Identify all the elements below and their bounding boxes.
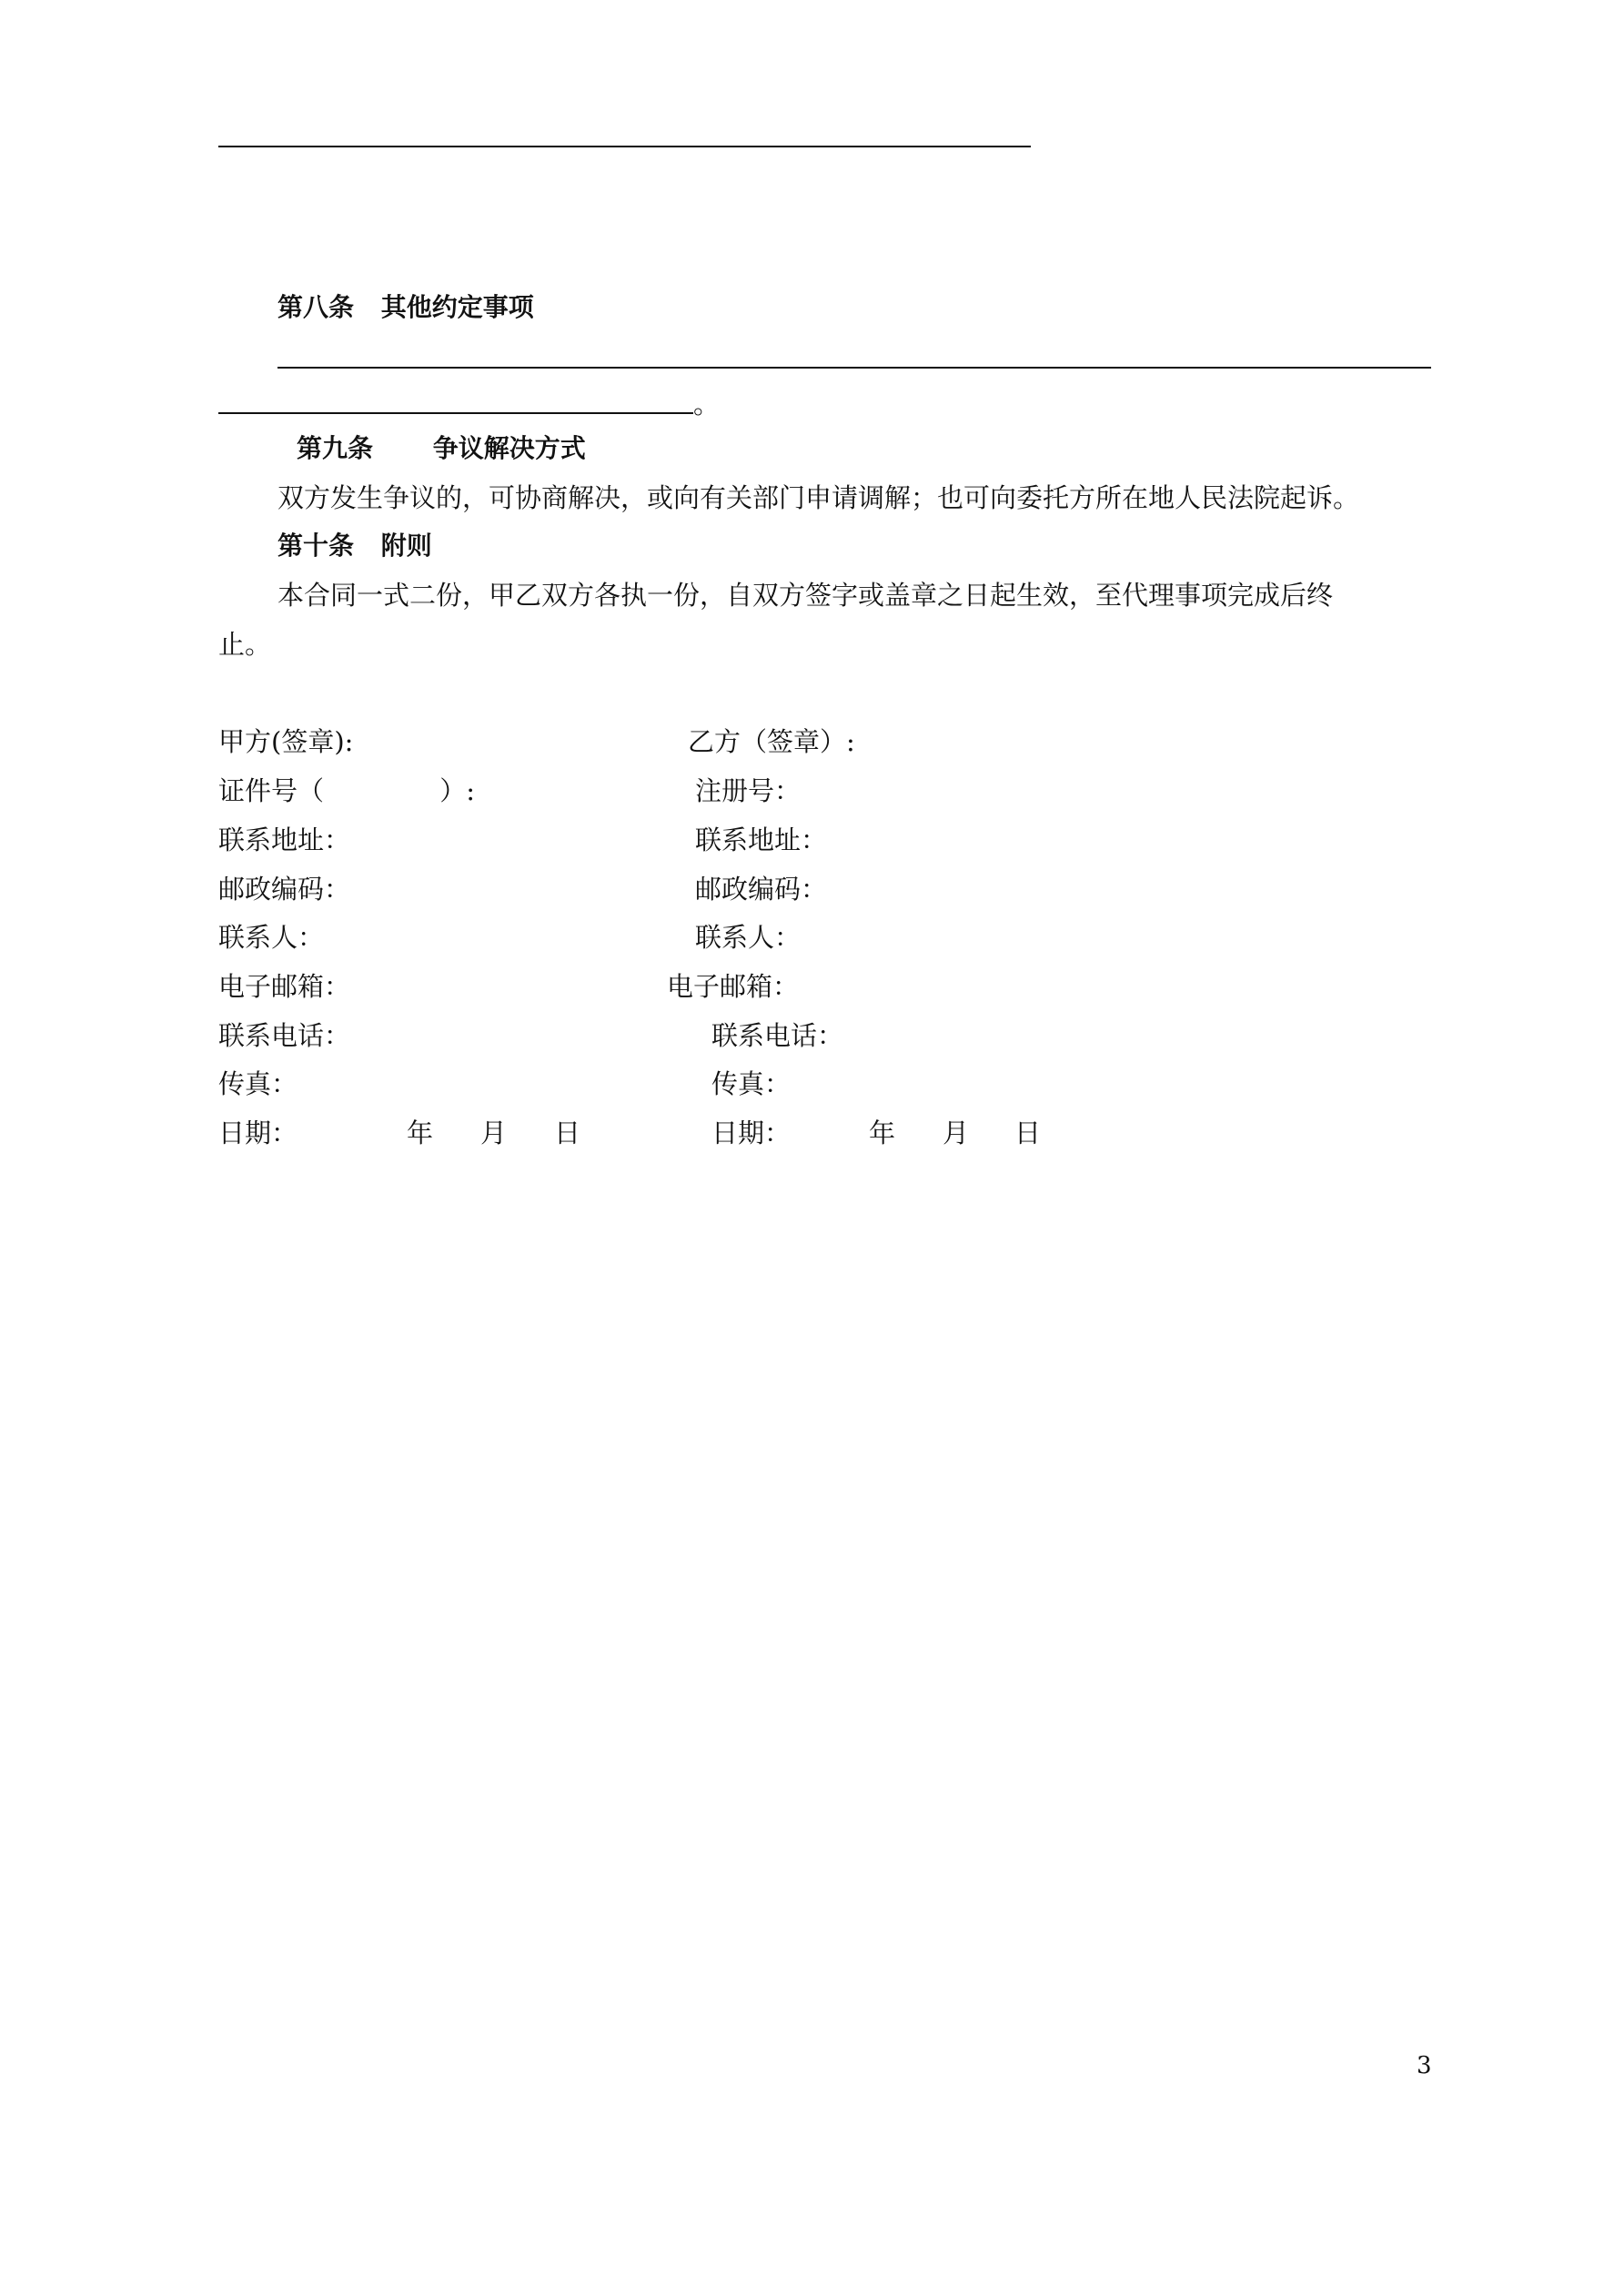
party-b-date-month: 月 (943, 1118, 970, 1148)
party-a-date-year: 年 (407, 1118, 434, 1148)
article-10-body-line-1: 本合同一式二份，甲乙双方各执一份，自双方签字或盖章之日起生效，至代理事项完成后终 (277, 580, 1334, 611)
party-b-email-label: 电子邮箱： (667, 971, 800, 1002)
party-b-registration-label: 注册号： (695, 775, 802, 806)
page-number: 3 (1417, 2052, 1432, 2079)
blank-fill-line-top (218, 146, 1031, 147)
party-a-contact-label: 联系人： (218, 922, 325, 953)
article-8-period: 。 (693, 389, 721, 420)
party-a-id-number-label: 证件号（ ）: (218, 775, 475, 806)
party-b-contact-label: 联系人： (695, 922, 802, 953)
party-a-phone-label: 联系电话： (218, 1020, 351, 1051)
party-b-date-label: 日期： (711, 1118, 792, 1148)
party-b-address-label: 联系地址： (695, 824, 828, 855)
article-8-fill-line-2 (218, 412, 693, 414)
party-a-address-label: 联系地址： (218, 824, 351, 855)
party-a-postcode-label: 邮政编码： (218, 874, 351, 905)
article-8-heading: 第八条 其他约定事项 (277, 292, 534, 322)
party-a-email-label: 电子邮箱： (218, 971, 351, 1002)
party-b-phone-label: 联系电话： (711, 1020, 844, 1051)
party-a-date-day: 日 (554, 1118, 581, 1148)
party-a-date-month: 月 (480, 1118, 508, 1148)
party-b-fax-label: 传真： (711, 1068, 792, 1099)
article-10-body-line-2: 止。 (218, 629, 272, 660)
party-b-date-year: 年 (869, 1118, 896, 1148)
article-10-heading: 第十条 附则 (277, 531, 432, 561)
party-a-fax-label: 传真： (218, 1068, 298, 1099)
article-9-body: 双方发生争议的，可协商解决，或向有关部门申请调解；也可向委托方所在地人民法院起诉。 (277, 482, 1360, 513)
party-b-signature-label: 乙方（签章）: (688, 726, 855, 757)
party-a-date-label: 日期： (218, 1118, 298, 1148)
party-b-postcode-label: 邮政编码： (695, 874, 828, 905)
article-9-heading: 第九条 争议解决方式 (297, 433, 586, 463)
article-8-fill-line-1 (277, 367, 1431, 369)
party-b-date-day: 日 (1014, 1118, 1042, 1148)
party-a-signature-label: 甲方(签章): (218, 726, 354, 757)
